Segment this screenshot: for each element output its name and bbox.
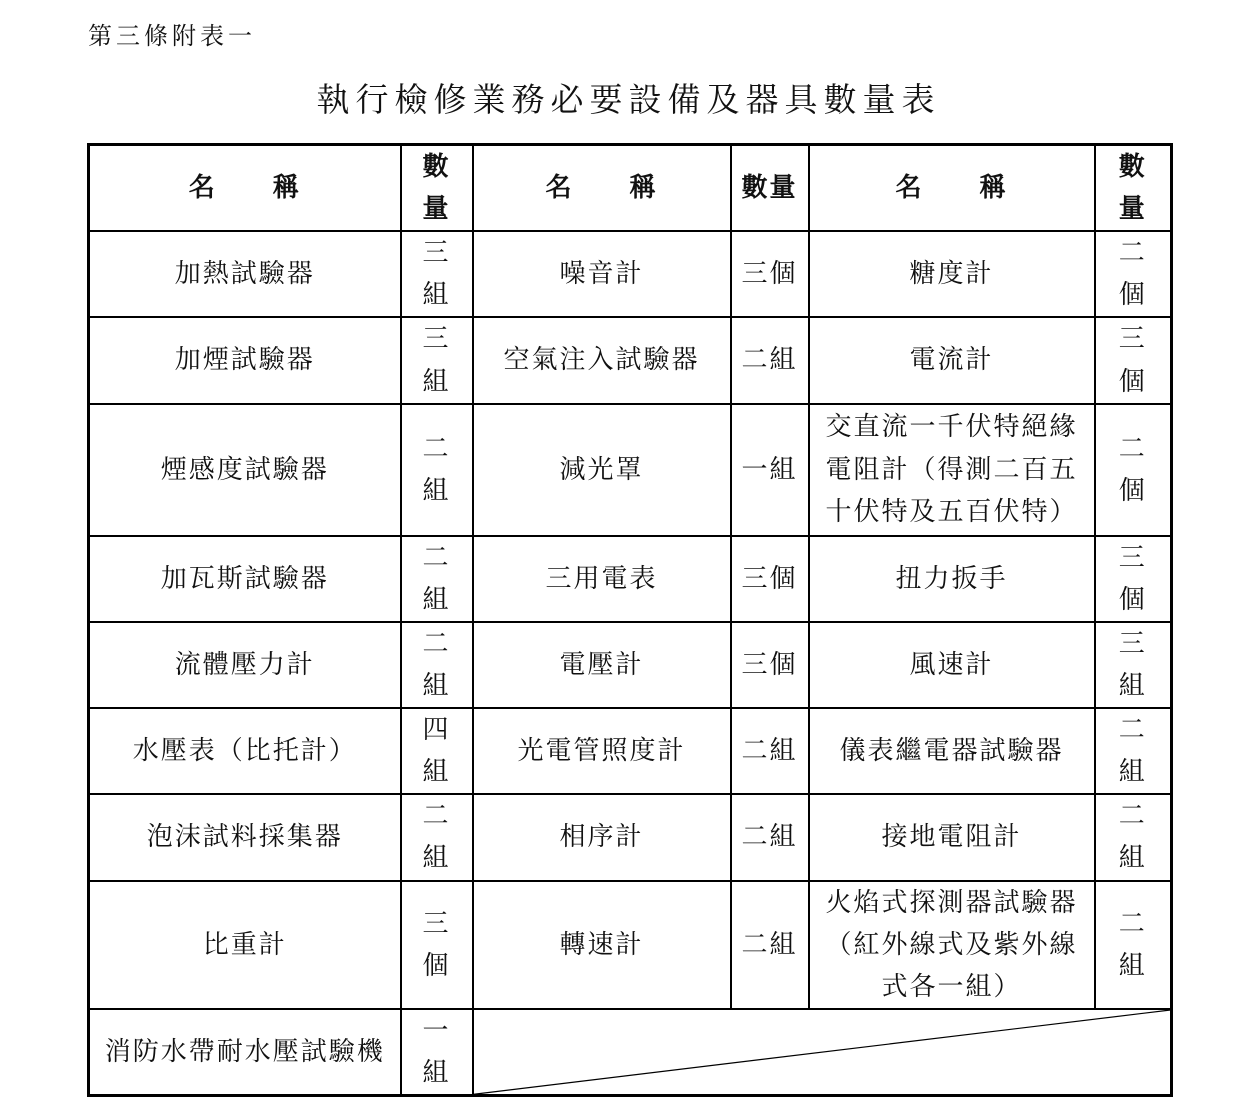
equipment-name-cell: 噪音計 <box>473 231 731 317</box>
header-name-cell: 名 稱 <box>89 145 401 232</box>
equipment-name-cell: 泡沫試料採集器 <box>89 794 401 880</box>
equipment-name-cell: 煙感度試驗器 <box>89 404 401 536</box>
equipment-name-cell: 電壓計 <box>473 622 731 708</box>
equipment-name-cell: 三用電表 <box>473 536 731 622</box>
equipment-name-cell: 接地電阻計 <box>809 794 1095 880</box>
equipment-name-cell: 水壓表（比托計） <box>89 708 401 794</box>
equipment-qty-cell: 三組 <box>1095 622 1172 708</box>
equipment-name-cell: 電流計 <box>809 317 1095 403</box>
equipment-qty-cell: 三個 <box>1095 317 1172 403</box>
equipment-qty-cell: 四組 <box>401 708 473 794</box>
table-row <box>89 1009 1172 1096</box>
diagonal-line <box>474 1010 1171 1094</box>
equipment-qty-cell: 二組 <box>401 404 473 536</box>
equipment-name-cell: 糖度計 <box>809 231 1095 317</box>
equipment-name-cell: 相序計 <box>473 794 731 880</box>
equipment-name-cell: 減光罩 <box>473 404 731 536</box>
equipment-qty-cell: 三組 <box>401 317 473 403</box>
table-header-row <box>89 145 1172 232</box>
equipment-name-cell: 轉速計 <box>473 881 731 1009</box>
equipment-qty-cell: 二組 <box>401 794 473 880</box>
table-row <box>89 881 1172 1009</box>
equipment-qty-cell: 三組 <box>401 231 473 317</box>
equipment-qty-cell: 三個 <box>731 231 809 317</box>
page-title: 執行檢修業務必要設備及器具數量表 <box>316 80 941 119</box>
equipment-qty-cell: 二組 <box>1095 794 1172 880</box>
equipment-name-cell: 儀表繼電器試驗器 <box>809 708 1095 794</box>
table-row <box>89 794 1172 880</box>
equipment-qty-cell: 二組 <box>731 794 809 880</box>
header-qty-cell: 數量 <box>1095 145 1172 232</box>
table-row <box>89 231 1172 317</box>
equipment-qty-cell: 一組 <box>731 404 809 536</box>
equipment-qty-cell: 二組 <box>401 622 473 708</box>
table-row <box>89 404 1172 536</box>
equipment-name-cell: 比重計 <box>89 881 401 1009</box>
equipment-name-cell: 消防水帶耐水壓試驗機 <box>89 1009 401 1096</box>
header-qty-cell: 數量 <box>731 145 809 232</box>
equipment-qty-cell: 二個 <box>1095 231 1172 317</box>
equipment-name-cell: 扭力扳手 <box>809 536 1095 622</box>
equipment-qty-cell: 三個 <box>731 622 809 708</box>
equipment-qty-cell: 二組 <box>1095 708 1172 794</box>
equipment-qty-cell: 一組 <box>401 1009 473 1096</box>
corner-label: 第三條附表一 <box>88 22 256 50</box>
table-row <box>89 708 1172 794</box>
equipment-name-cell: 空氣注入試驗器 <box>473 317 731 403</box>
equipment-name-cell: 加煙試驗器 <box>89 317 401 403</box>
equipment-qty-cell: 三個 <box>731 536 809 622</box>
equipment-quantity-table <box>87 143 1173 1097</box>
header-qty-cell: 數量 <box>401 145 473 232</box>
equipment-qty-cell: 二組 <box>731 708 809 794</box>
equipment-name-cell: 交直流一千伏特絕緣電阻計（得測二百五十伏特及五百伏特） <box>809 404 1095 536</box>
equipment-name-cell: 流體壓力計 <box>89 622 401 708</box>
equipment-qty-cell: 三個 <box>1095 536 1172 622</box>
table-row <box>89 622 1172 708</box>
equipment-qty-cell: 三個 <box>401 881 473 1009</box>
equipment-qty-cell: 二組 <box>731 881 809 1009</box>
equipment-qty-cell: 二組 <box>731 317 809 403</box>
equipment-qty-cell: 二組 <box>401 536 473 622</box>
equipment-name-cell: 光電管照度計 <box>473 708 731 794</box>
equipment-qty-cell: 二個 <box>1095 404 1172 536</box>
equipment-name-cell: 風速計 <box>809 622 1095 708</box>
table-row <box>89 536 1172 622</box>
table-row <box>89 317 1172 403</box>
equipment-name-cell: 加瓦斯試驗器 <box>89 536 401 622</box>
equipment-qty-cell: 二組 <box>1095 881 1172 1009</box>
equipment-name-cell: 火焰式探測器試驗器（紅外線式及紫外線式各一組） <box>809 881 1095 1009</box>
empty-merged-cell <box>473 1009 1172 1096</box>
equipment-name-cell: 加熱試驗器 <box>89 231 401 317</box>
header-name-cell: 名 稱 <box>809 145 1095 232</box>
header-name-cell: 名 稱 <box>473 145 731 232</box>
